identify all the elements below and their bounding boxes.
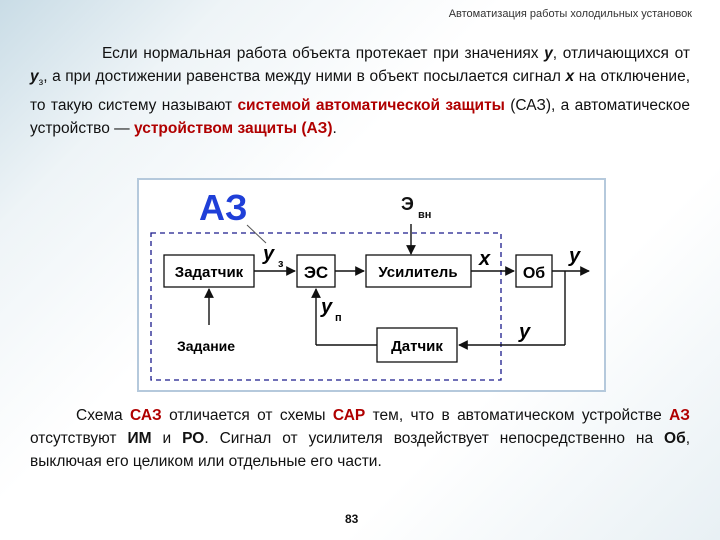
- svg-text:п: п: [335, 312, 342, 324]
- svg-text:Об: Об: [522, 265, 546, 282]
- az-label: АЗ: [199, 187, 248, 228]
- svg-text:Датчик: Датчик: [391, 338, 443, 355]
- svg-text:Задатчик: Задатчик: [174, 264, 244, 281]
- svg-text:х: х: [479, 248, 491, 270]
- e-label: Э: [401, 194, 414, 214]
- block-diagram: [139, 180, 604, 390]
- term-device: устройством защиты (АЗ): [133, 120, 333, 138]
- var-x: х: [565, 68, 575, 85]
- svg-text:у: у: [321, 296, 333, 318]
- az-pointer: [247, 225, 266, 243]
- term-system: системой автоматической защиты: [237, 97, 505, 115]
- svg-text:Усилитель: Усилитель: [378, 264, 458, 281]
- svg-text:ЭС: ЭС: [303, 263, 329, 282]
- diagram-panel: [137, 178, 606, 392]
- intro-paragraph: Если нормальная работа объекта протекает при значениях у, отличающихся от $у_з$, а при достижении равенства между ними в объект посылается сигнал х на отключение, то такую систему называют системой автоматической защиты (САЗ), а автоматическое устройство — устройством защиты (АЗ).: [30, 45, 691, 138]
- svg-text:у: у: [263, 243, 275, 265]
- svg-text:у: у: [519, 321, 531, 343]
- var-y3: у: [30, 68, 39, 85]
- svg-text:у: у: [569, 245, 581, 267]
- page-number: 83: [345, 512, 359, 526]
- svg-text:з: з: [278, 258, 284, 270]
- slide-header: Автоматизация работы холодильных установок: [448, 8, 692, 20]
- zadanie-label: Задание: [177, 338, 236, 354]
- var-y: у: [544, 45, 553, 62]
- outro-paragraph: Схема САЗ отличается от схемы САР тем, что в автоматическом устройстве АЗ отсутствуют ИМ и РО. Сигнал от усилителя воздействует непосредственно на Об, выключая его целиком или отдельные его части.: [30, 407, 690, 470]
- e-sub: вн: [418, 209, 432, 221]
